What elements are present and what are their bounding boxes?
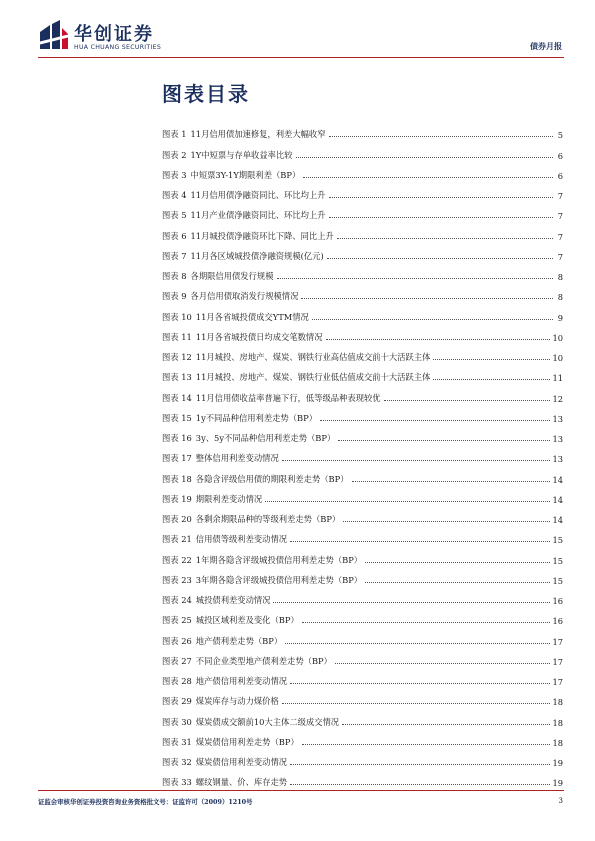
toc-entry-label: 图表 31 <box>162 736 192 747</box>
toc-entry-page: 17 <box>552 677 563 687</box>
toc-entry[interactable] <box>162 201 563 221</box>
toc-entry[interactable] <box>162 221 563 241</box>
toc-entry-label: 图表 10 <box>162 311 192 322</box>
toc-entry-text: 11月产业债净融资同比、环比均上升 <box>190 210 326 221</box>
toc-entry-page: 12 <box>552 393 563 404</box>
toc-entry-text: 煤炭债信用利差变动情况 <box>195 757 288 767</box>
toc-entry-page: 7 <box>557 231 563 242</box>
toc-entry-text: 3年期各隐含评级城投债信用利差走势（BP） <box>195 574 363 585</box>
toc-entry[interactable] <box>162 161 563 181</box>
logo-name-en: HUA CHUANG SECURITIES <box>74 44 162 51</box>
toc-entry-leader <box>290 764 550 765</box>
toc-entry-text: 各隐含评级信用债的期限利差走势（BP） <box>195 473 349 484</box>
toc-entry-label: 图表 26 <box>162 635 192 646</box>
toc-entry[interactable] <box>162 120 563 140</box>
toc-entry-label: 图表 6 <box>162 230 187 241</box>
toc-entry-label: 图表 9 <box>162 291 187 302</box>
toc-entry-page: 16 <box>552 596 563 606</box>
toc-entry-leader <box>352 481 551 482</box>
toc-entry-page: 17 <box>552 656 563 667</box>
toc-entry-text: 各剩余期限品种的等级利差走势（BP） <box>195 514 341 524</box>
toc-entry-leader <box>320 420 550 421</box>
toc-entry-leader <box>285 643 550 644</box>
toc-entry-label: 图表 13 <box>162 372 192 383</box>
toc-entry-leader <box>326 339 551 340</box>
toc-entry-page: 6 <box>557 150 563 161</box>
toc-entry-page: 16 <box>552 616 563 627</box>
toc-entry-text: 11月各省城投债成交YTM情况 <box>195 311 309 322</box>
toc-entry-label: 图表 17 <box>162 453 192 464</box>
header-divider <box>38 57 564 58</box>
toc-title: 图表目录 <box>162 82 250 106</box>
toc-entry-leader <box>329 136 553 137</box>
figure-toc-list <box>162 120 563 788</box>
toc-entry-text: 地产债信用利差变动情况 <box>195 676 288 686</box>
page-number: 3 <box>558 797 563 805</box>
toc-entry-label: 图表 23 <box>162 574 192 585</box>
toc-entry[interactable] <box>162 464 563 484</box>
toc-entry[interactable] <box>162 140 563 160</box>
toc-entry-leader <box>303 177 553 178</box>
toc-entry[interactable] <box>162 586 563 606</box>
toc-entry-page: 18 <box>552 717 563 728</box>
toc-entry-leader <box>290 784 550 785</box>
toc-entry-text: 1Y中短票与存单收益率比较 <box>190 149 293 160</box>
toc-entry[interactable] <box>162 687 563 707</box>
toc-entry-text: 11月信用债收益率普遍下行，低等级品种表现较优 <box>195 392 381 403</box>
toc-entry[interactable] <box>162 768 563 788</box>
toc-entry-page: 15 <box>552 555 563 566</box>
toc-entry[interactable] <box>162 647 563 667</box>
toc-entry-page: 19 <box>552 778 563 789</box>
logo-name-cn: 华创证券 <box>74 24 154 45</box>
toc-entry-label: 图表 21 <box>162 534 192 545</box>
toc-entry-label: 图表 1 <box>162 129 187 140</box>
toc-entry-text: 整体信用利差变动情况 <box>195 453 279 464</box>
toc-entry-text: 11月城投、房地产、煤炭、钢铁行业低估值成交前十大活跃主体 <box>195 372 431 383</box>
toc-entry[interactable] <box>162 363 563 383</box>
toc-entry-label: 图表 14 <box>162 392 192 403</box>
toc-entry-text: 11月各省城投债日均成交笔数情况 <box>195 331 323 342</box>
toc-entry-label: 图表 24 <box>162 595 192 605</box>
toc-entry-text: 城投区域利差及变化（BP） <box>195 615 299 626</box>
toc-entry[interactable] <box>162 626 563 646</box>
toc-entry-text: 各期限信用债发行规模 <box>190 271 274 281</box>
toc-entry-label: 图表 18 <box>162 473 192 484</box>
toc-entry-label: 图表 22 <box>162 554 192 565</box>
footer-divider <box>38 790 564 791</box>
footer-license-text: 证监会审核华创证券投资咨询业务资格批文号：证监许可（2009）1210号 <box>38 798 253 806</box>
toc-entry-label: 图表 15 <box>162 412 192 423</box>
toc-entry-label: 图表 32 <box>162 757 192 767</box>
toc-entry[interactable] <box>162 424 563 444</box>
toc-entry[interactable] <box>162 606 563 626</box>
toc-entry-page: 6 <box>557 170 563 181</box>
toc-entry-leader <box>365 562 550 563</box>
toc-entry[interactable] <box>162 383 563 403</box>
toc-entry-page: 18 <box>552 737 563 748</box>
toc-entry[interactable] <box>162 485 563 505</box>
toc-entry[interactable] <box>162 343 563 363</box>
toc-entry-leader <box>302 744 551 745</box>
toc-entry-text: 信用债等级利差变动情况 <box>195 534 288 545</box>
toc-entry-leader <box>312 319 553 320</box>
toc-entry[interactable] <box>162 302 563 322</box>
toc-entry-text: 11月城投、房地产、煤炭、钢铁行业高估值成交前十大活跃主体 <box>195 352 431 362</box>
toc-entry-page: 15 <box>552 535 563 546</box>
toc-entry[interactable] <box>162 323 563 343</box>
toc-entry-leader <box>282 460 551 461</box>
toc-entry-label: 图表 29 <box>162 696 192 707</box>
toc-entry-leader <box>433 359 550 360</box>
toc-entry-label: 图表 5 <box>162 210 187 221</box>
toc-entry-label: 图表 12 <box>162 352 192 362</box>
toc-entry-page: 5 <box>557 130 563 141</box>
toc-entry-text: 11月信用债加速修复，利差大幅收窄 <box>190 129 326 140</box>
toc-entry-text: 期限利差变动情况 <box>195 493 263 504</box>
toc-entry-page: 11 <box>552 373 563 384</box>
toc-entry-text: 11月城投债净融资环比下降、同比上升 <box>190 230 334 241</box>
toc-entry[interactable] <box>162 505 563 525</box>
toc-entry-label: 图表 25 <box>162 615 192 626</box>
toc-entry-page: 14 <box>552 515 563 525</box>
toc-entry-page: 13 <box>552 413 563 424</box>
toc-entry-page: 8 <box>557 272 563 282</box>
toc-entry-text: 煤炭债信用利差走势（BP） <box>195 736 299 747</box>
toc-entry-page: 7 <box>557 251 563 262</box>
toc-entry-page: 10 <box>552 353 563 363</box>
toc-entry-page: 19 <box>552 758 563 768</box>
toc-entry-label: 图表 4 <box>162 190 187 200</box>
toc-entry-text: 1年期各隐含评级城投债信用利差走势（BP） <box>195 554 363 565</box>
toc-entry-label: 图表 27 <box>162 655 192 666</box>
toc-entry-page: 7 <box>557 211 563 222</box>
toc-entry-label: 图表 2 <box>162 149 187 160</box>
toc-entry-leader <box>343 521 550 522</box>
toc-entry-text: 煤炭库存与动力煤价格 <box>195 696 279 707</box>
toc-entry-leader <box>273 602 550 603</box>
toc-entry-text: 螺纹钢量、价、库存走势 <box>195 777 288 788</box>
toc-entry-label: 图表 19 <box>162 493 192 504</box>
company-logo-icon <box>38 20 70 50</box>
toc-entry-text: 3y、5y不同品种信用利差走势（BP） <box>195 433 336 443</box>
toc-entry-leader <box>329 217 553 218</box>
toc-entry-label: 图表 7 <box>162 250 187 261</box>
toc-entry-leader <box>282 703 551 704</box>
toc-entry-leader <box>337 238 553 239</box>
toc-entry-leader <box>296 157 553 158</box>
toc-entry[interactable] <box>162 242 563 262</box>
toc-entry[interactable] <box>162 707 563 727</box>
toc-entry-leader <box>290 683 550 684</box>
toc-entry[interactable] <box>162 545 563 565</box>
toc-entry[interactable] <box>162 728 563 748</box>
toc-entry-text: 城投债利差变动情况 <box>195 595 271 605</box>
toc-entry[interactable] <box>162 566 563 586</box>
toc-entry-page: 18 <box>552 697 563 708</box>
toc-entry[interactable] <box>162 525 563 545</box>
toc-entry-leader <box>265 501 550 502</box>
toc-entry-page: 14 <box>552 494 563 505</box>
toc-entry-text: 11月信用债净融资同比、环比均上升 <box>190 190 326 200</box>
toc-entry[interactable] <box>162 748 563 768</box>
toc-entry-page: 9 <box>557 312 563 323</box>
toc-entry[interactable] <box>162 282 563 302</box>
toc-entry-leader <box>290 541 550 542</box>
toc-entry-text: 1y不同品种信用利差走势（BP） <box>195 412 318 423</box>
toc-entry-text: 11月各区域城投债净融资规模(亿元) <box>190 250 324 261</box>
page-header <box>38 14 564 62</box>
document-type-label: 债券月报 <box>530 41 562 51</box>
toc-entry-label: 图表 28 <box>162 676 192 686</box>
toc-entry-label: 图表 11 <box>162 331 192 342</box>
company-logo <box>38 18 238 58</box>
toc-entry-text: 地产债利差走势（BP） <box>195 635 283 646</box>
toc-entry-leader <box>277 278 554 279</box>
toc-entry-leader <box>329 197 553 198</box>
toc-entry-page: 13 <box>552 434 563 444</box>
toc-entry-page: 14 <box>552 474 563 485</box>
toc-entry-label: 图表 8 <box>162 271 187 281</box>
toc-entry-label: 图表 30 <box>162 716 192 727</box>
toc-entry-page: 13 <box>552 454 563 465</box>
toc-entry-leader <box>302 622 551 623</box>
toc-entry[interactable] <box>162 262 563 282</box>
toc-entry-leader <box>342 724 550 725</box>
toc-entry-page: 17 <box>552 636 563 647</box>
toc-entry-page: 10 <box>552 332 563 343</box>
toc-entry-label: 图表 3 <box>162 169 187 180</box>
toc-entry-leader <box>365 582 550 583</box>
toc-entry-label: 图表 33 <box>162 777 192 788</box>
toc-entry[interactable] <box>162 181 563 201</box>
toc-entry-page: 7 <box>557 191 563 201</box>
toc-entry-label: 图表 16 <box>162 433 192 443</box>
toc-entry-leader <box>338 440 550 441</box>
toc-entry-text: 中短票3Y-1Y期限利差（BP） <box>190 169 301 180</box>
toc-entry-text: 煤炭债成交额前10大主体二级成交情况 <box>195 716 340 727</box>
toc-entry-leader <box>384 400 551 401</box>
toc-entry-leader <box>335 663 551 664</box>
toc-entry-text: 不同企业类型地产债利差走势（BP） <box>195 655 332 666</box>
toc-entry[interactable] <box>162 667 563 687</box>
toc-entry[interactable] <box>162 404 563 424</box>
toc-entry-page: 15 <box>552 575 563 586</box>
toc-entry-leader <box>301 298 553 299</box>
toc-entry-page: 8 <box>557 292 563 303</box>
toc-entry-label: 图表 20 <box>162 514 192 524</box>
toc-entry[interactable] <box>162 444 563 464</box>
toc-entry-leader <box>433 379 550 380</box>
toc-entry-text: 各月信用债取消发行规模情况 <box>190 291 299 302</box>
toc-entry-leader <box>327 258 553 259</box>
